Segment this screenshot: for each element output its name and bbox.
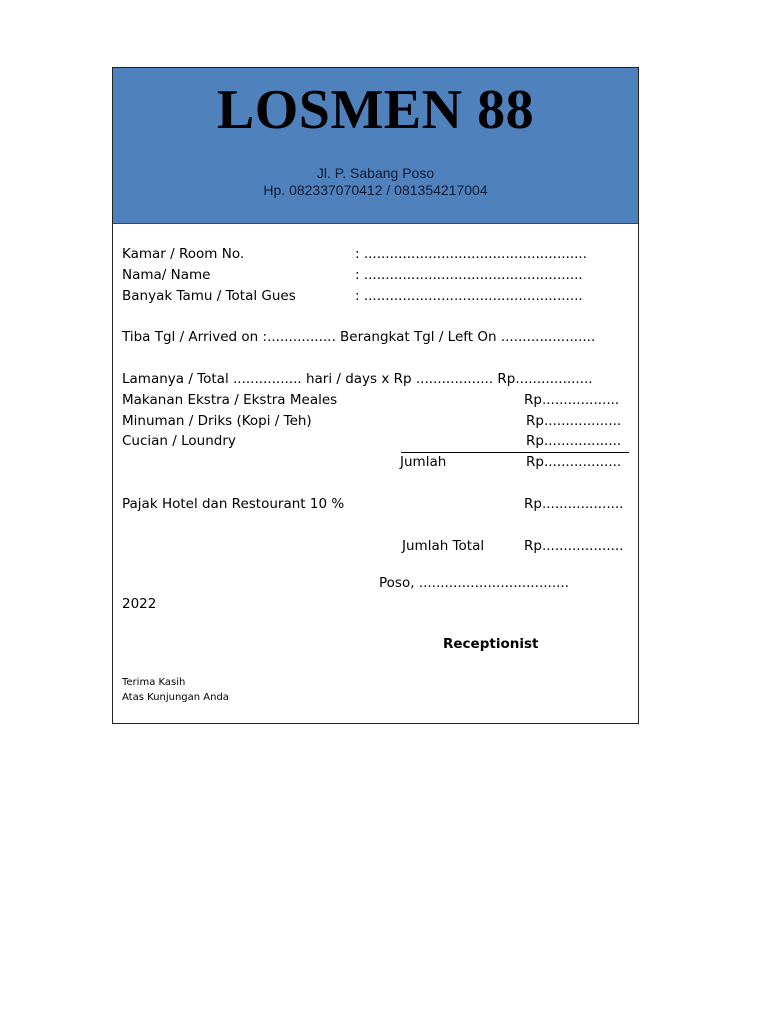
subtotal-label: Jumlah <box>400 454 447 470</box>
tax-label: Pajak Hotel dan Restourant 10 % <box>122 496 345 512</box>
dates-line: Tiba Tgl / Arrived on :................ Berangkat Tgl / Left On ...................... <box>122 329 596 345</box>
subtotal-divider <box>401 452 629 453</box>
thanks-line-1: Terima Kasih <box>122 677 186 688</box>
laundry-label: Cucian / Loundry <box>122 433 236 449</box>
food-label: Makanan Ekstra / Ekstra Meales <box>122 392 338 408</box>
year-text: 2022 <box>122 596 157 612</box>
brand-title: LOSMEN 88 <box>216 79 535 141</box>
total-value: Rp................... <box>524 538 624 554</box>
total-label: Jumlah Total <box>402 538 485 554</box>
guests-value: : ................................................... <box>355 288 583 304</box>
thanks-line-2: Atas Kunjungan Anda <box>122 692 229 703</box>
address-block <box>113 165 638 199</box>
food-value: Rp.................. <box>524 392 620 408</box>
phone-line: Hp. 082337070412 / 081354217004 <box>263 182 488 198</box>
guests-label: Banyak Tamu / Total Gues <box>122 288 296 304</box>
receipt-header <box>113 68 638 224</box>
address-line: Jl. P. Sabang Poso <box>316 165 435 181</box>
room-value: : .................................................... <box>355 246 587 262</box>
place-date: Poso, ................................... <box>379 575 569 591</box>
stay-line: Lamanya / Total ................ hari / days x Rp .................. Rp.................. <box>122 371 593 387</box>
laundry-value: Rp.................. <box>526 433 622 449</box>
subtotal-value: Rp.................. <box>526 454 622 470</box>
name-value: : ................................................... <box>355 267 583 283</box>
signature-label: Receptionist <box>443 636 539 652</box>
name-label: Nama/ Name <box>122 267 211 283</box>
tax-value: Rp................... <box>524 496 624 512</box>
drinks-value: Rp.................. <box>526 413 622 429</box>
drinks-label: Minuman / Driks (Kopi / Teh) <box>122 413 312 429</box>
room-label: Kamar / Room No. <box>122 246 245 262</box>
